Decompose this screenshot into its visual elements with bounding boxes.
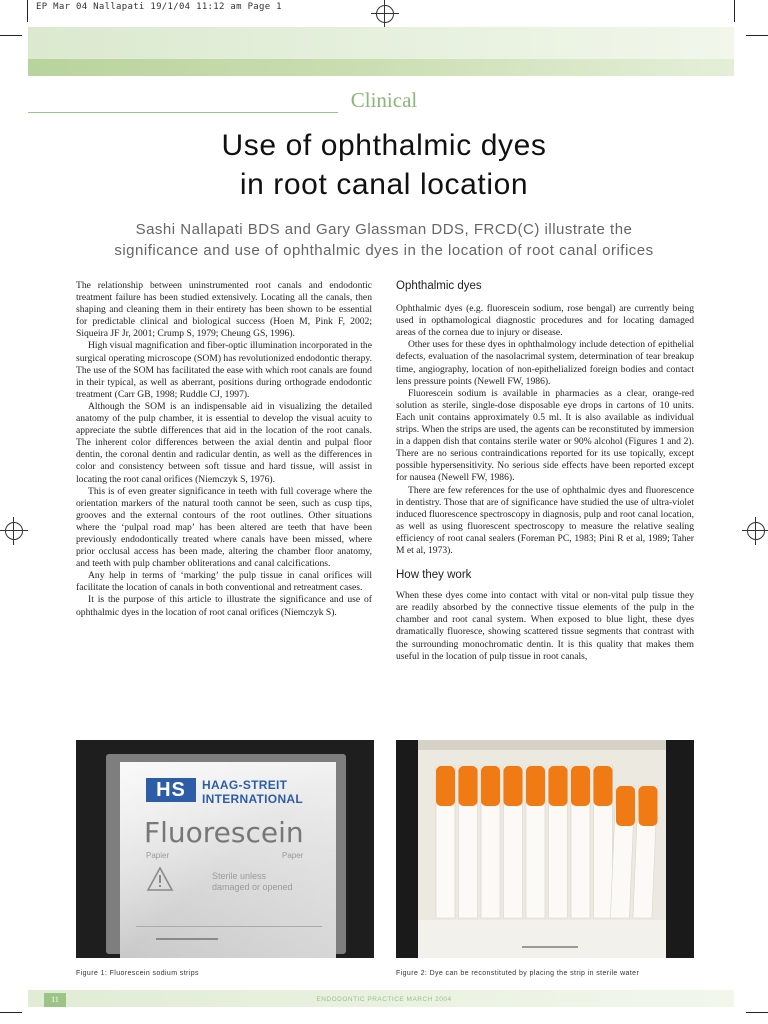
crop-mark-top-left-h [0,35,22,36]
registration-mark-top [376,5,394,23]
figure-1-photo [76,740,374,958]
section-rule [28,112,338,113]
hs-logo: HS [146,778,196,802]
header-band-light [28,27,734,59]
crop-mark-bottom-right-h [746,1012,768,1013]
dye-strip-tip [639,786,658,826]
dye-strips-illustration [396,740,694,958]
sterile-note-line-1: Sterile unless [212,871,267,881]
dye-strip-tip [571,766,590,806]
registration-mark-left [5,522,23,540]
crop-mark-top-right-v [734,0,735,22]
body-paragraph: When these dyes come into contact with vital or non-vital pulp tissue they are readily absorbed by the connective tissue elements of the pulp in the chamber and root canal system. When exposed to blue light, these dyes dramatically fluoresce, showing scattered tissue segments that contrast with the surrounding monochromatic dentin. It is this quality that makes them useful in the location of pulp tissue in root canals, [396,590,694,662]
print-slug: EP Mar 04 Nallapati 19/1/04 11:12 am Page 1 [36,2,282,12]
body-paragraph: Fluorescein sodium is available in pharmacies as a clear, orange-red solution as sterile, single-dose disposable eye drops in cartons of 10 units. Each unit contains approximately 0.5 ml. It is also available as individual strips. When the strips are used, the agents can be reconstituted by immersion in a dappen dish that contains sterile water or 90% alcohol (Figures 1 and 2). There are no serious contraindications reported for its use topically, except possible hypersensitivity. No serious side effects have been reported except for nausea (Newell FW, 1986). [396,387,694,484]
product-name: Fluorescein [144,816,304,849]
body-paragraph: It is the purpose of this article to illustrate the significance and use of ophthalmic dyes in the location of root canal orifices (Niemczyk S). [76,594,372,618]
registration-mark-right [747,522,765,540]
footer-publication: ENDODONTIC PRACTICE MARCH 2004 [316,996,452,1003]
dye-strip-tip [459,766,478,806]
left-column [76,280,372,619]
crop-mark-bottom-left-h [0,1012,22,1013]
page-number: 11 [44,993,66,1007]
section-label: Clinical [350,88,418,112]
article-title [0,126,768,204]
title-line-2: in root canal location [239,168,529,201]
figure-2-photo [396,740,694,958]
subheading-ophthalmic-dyes: Ophthalmic dyes [396,280,482,292]
body-paragraph: There are few references for the use of ophthalmic dyes and fluorescence in dentistry. Those that are of significance have studied the use of ultra-violet induced fluorescence spectroscopy in diagnosis, pulp and root canal location, as well as using fluorescent spectroscopy to measure the relative sealing efficiency of root canal sealers (Foreman PC, 1983; Pini R et al, 1989; Taher M et al, 1973). [396,484,694,556]
standfirst-line-1: Sashi Nallapati BDS and Gary Glassman DDS, FRCD(C) illustrate the [135,221,633,238]
brand-line-2: INTERNATIONAL [202,792,304,806]
sterile-note-line-2: damaged or opened [212,882,293,892]
warning-icon [146,866,174,892]
dye-strip-tip [549,766,568,806]
dye-strip-tip [526,766,545,806]
product-sub-left: Papier [146,851,170,860]
standfirst [40,219,728,261]
dye-strip-tip [616,786,635,826]
dye-strip-tip [594,766,613,806]
figure-1-caption: Figure 1: Fluorescein sodium strips [76,970,199,977]
brand-line-1: HAAG-STREIT [202,778,288,792]
dye-strip-tip [481,766,500,806]
product-sub-right: Paper [282,851,304,860]
subheading-how-they-work: How they work [396,569,472,582]
body-paragraph: This is of even greater significance in teeth with full coverage where the orientation markers of the natural tooth cannot be seen, such as cusp tips, grooves and the external contours of the root outlines. Other situations where the ‘pulpal road map’ has been altered are teeth that have been previously endodontically treated where canals have been missed, where prior occlusal access has been made, altering the chamber floor anatomy, and teeth with pulp chamber obliterations and canal calcifications. [76,485,372,570]
body-paragraph: Other uses for these dyes in ophthalmology include detection of epithelial defects, evaluation of the nasolacrimal system, determination of tear breakup time, angiography, location of non-epithelialized foreign bodies and contact lens pressure points (Newell FW, 1986). [396,339,694,387]
body-paragraph: Although the SOM is an indispensable aid in visualizing the detailed anatomy of the pulp chamber, it is essential to develop the visual acuity to appreciate the subtle differences that aid in the location of the root canals. The inherent color differences between the axial dentin and pulpal floor dentin, the coronal dentin and radicular dentin, as well as the differences in color and consistency between soft tissue and hard tissue, will assist in locating the root canal orifices (Niemczyk S, 1976). [76,400,372,485]
title-line-1: Use of ophthalmic dyes [221,129,547,162]
dye-strip-tip [504,766,523,806]
crop-mark-top-left-v [27,0,28,22]
figure-2-caption: Figure 2: Dye can be reconstituted by placing the strip in sterile water [396,970,640,977]
body-paragraph: Ophthalmic dyes (e.g. fluorescein sodium, rose bengal) are currently being used in opthamological diagnostic procedures and for locating damaged areas of the cornea due to injury or disease. [396,303,694,339]
fluorescein-box-illustration [76,740,374,958]
crop-mark-top-right-h [746,35,768,36]
header-band-dark [28,59,734,76]
right-column [396,280,694,663]
dye-strip-tip [436,766,455,806]
body-paragraph: Any help in terms of ‘marking’ the pulp tissue in canal orifices will facilitate the location of canals in both conventional and retreatment cases. [76,570,372,594]
body-paragraph: High visual magnification and fiber-optic illumination incorporated in the surgical operating microscope (SOM) has revolutionized endodontic therapy. The use of the SOM has facilitated the ease with which root canals are found in their typical, as well as aberrant, positions during orthograde endodontic treatment (Carr GB, 1998; Ruddle CJ, 1997). [76,340,372,400]
standfirst-line-2: significance and use of ophthalmic dyes in the location of root canal orifices [114,242,654,259]
body-paragraph: The relationship between uninstrumented root canals and endodontic treatment failure has been studied extensively. Locating all the canals, then shaping and cleaning them in their entirety has been shown to be essential for predictable clinical and biological success (Hoen M, Pink F, 2002; Siqueira JF Jr, 2001; Crump S, 1979; Cheung GS, 1996). [76,280,372,340]
